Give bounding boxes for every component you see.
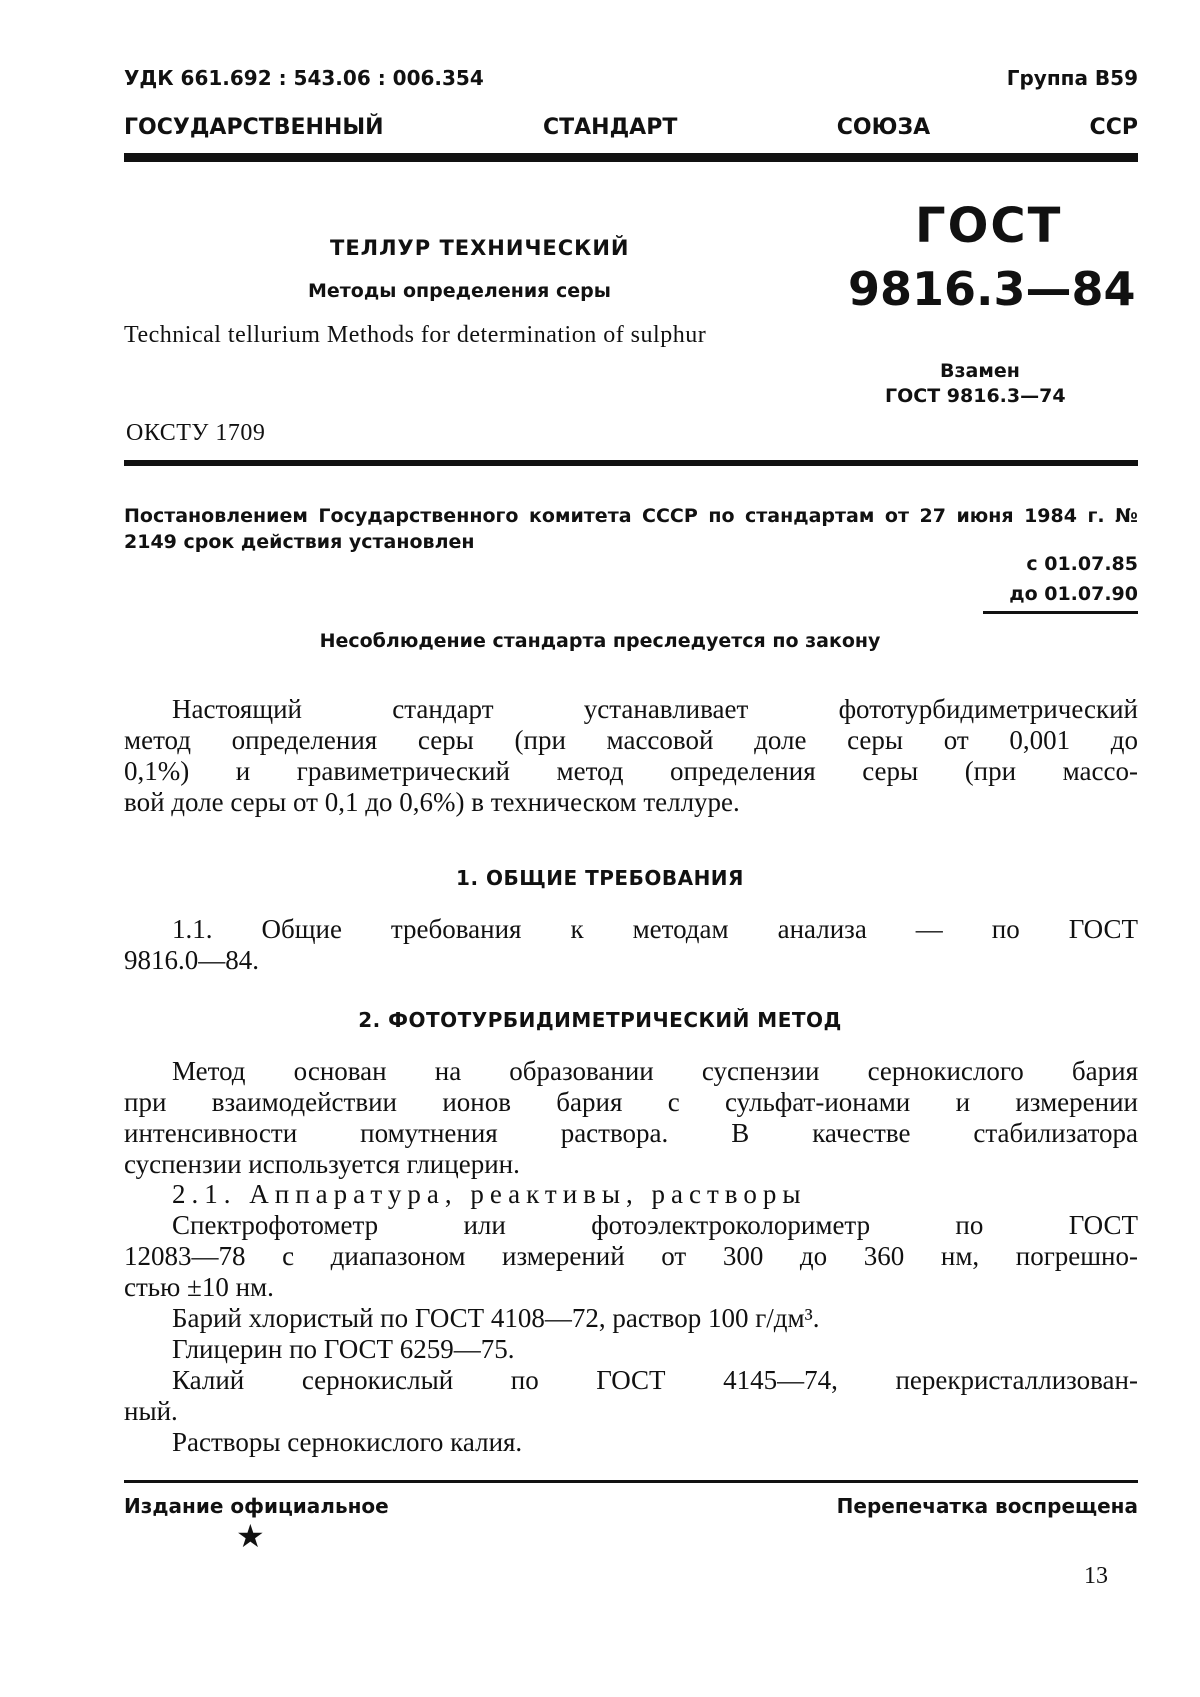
page-number: 13 xyxy=(1084,1563,1108,1589)
banner-word-4: ССР xyxy=(1089,115,1138,140)
section-1-heading: 1. ОБЩИЕ ТРЕБОВАНИЯ xyxy=(456,866,744,890)
star-icon: ★ xyxy=(236,1518,265,1554)
reprint-notice: Перепечатка воспрещена xyxy=(836,1494,1138,1518)
text-line: 12083—78 с диапазоном измерений от 300 до 360 нм, погрешно- xyxy=(124,1241,1138,1271)
text-line: 1.1. Общие требования к методам анализа — по ГОСТ xyxy=(172,914,1138,944)
text-line: 0,1%) и гравиметрический метод определения серы (при массо- xyxy=(124,756,1138,786)
text-line: Калий сернокислый по ГОСТ 4145—74, перекристаллизован- xyxy=(172,1365,1138,1395)
okstu-code: ОКСТУ 1709 xyxy=(126,420,266,446)
text-line: Глицерин по ГОСТ 6259—75. xyxy=(172,1334,515,1364)
section-2-heading: 2. ФОТОТУРБИДИМЕТРИЧЕСКИЙ МЕТОД xyxy=(358,1008,842,1032)
text-line: Барий хлористый по ГОСТ 4108—72, раствор 100 г/дм³. xyxy=(172,1303,820,1333)
intro-paragraph xyxy=(124,694,1138,818)
section-2-body xyxy=(124,1056,1138,1180)
replaces-value: ГОСТ 9816.3—74 xyxy=(885,385,1066,407)
law-notice: Несоблюдение стандарта преследуется по закону xyxy=(319,630,881,652)
text-line: стью ±10 нм. xyxy=(124,1272,274,1302)
text-line: ный. xyxy=(124,1396,178,1426)
replaces-label: Взамен xyxy=(940,360,1020,382)
text-line: 9816.0—84. xyxy=(124,945,259,975)
date-underline xyxy=(983,611,1138,614)
text-line: Спектрофотометр или фотоэлектроколориметр по ГОСТ xyxy=(172,1210,1138,1240)
text-line: суспензии используется глицерин. xyxy=(124,1149,520,1179)
bottom-rule xyxy=(124,1480,1138,1483)
text-line: при взаимодействии ионов бария с сульфат-ионами и измерении xyxy=(124,1087,1138,1117)
banner-word-1: ГОСУДАРСТВЕННЫЙ xyxy=(124,115,384,140)
decree-text: Постановлением Государственного комитета СССР по стандартам от 27 июня 1984 г. № 2149 срок действия установлен xyxy=(124,505,1138,553)
gost-label: ГОСТ xyxy=(915,198,1063,254)
text-line: вой доле серы от 0,1 до 0,6%) в техническом теллуре. xyxy=(124,787,740,817)
gost-number: 9816.3—84 xyxy=(848,262,1136,316)
subsection-2-1-heading: 2.1. Аппаратура, реактивы, растворы xyxy=(172,1179,807,1209)
text-line: метод определения серы (при массовой доле серы от 0,001 до xyxy=(124,725,1138,755)
section-1-body xyxy=(124,914,1138,976)
title-ru: ТЕЛЛУР ТЕХНИЧЕСКИЙ xyxy=(330,236,630,260)
effective-to-date: до 01.07.90 xyxy=(1009,583,1138,605)
text-line: Растворы сернокислого калия. xyxy=(172,1427,523,1457)
title-ru-sub: Методы определения серы xyxy=(308,280,611,302)
middle-rule xyxy=(124,460,1138,466)
effective-from-date: с 01.07.85 xyxy=(1026,553,1138,575)
text-line: Метод основан на образовании суспензии сернокислого бария xyxy=(172,1056,1138,1086)
banner-word-2: СТАНДАРТ xyxy=(543,115,678,140)
state-standard-banner xyxy=(124,115,1138,140)
udk-code: УДК 661.692 : 543.06 : 006.354 xyxy=(124,66,484,90)
title-en: Technical tellurium Methods for determination of sulphur xyxy=(124,322,707,348)
edition-label: Издание официальное xyxy=(124,1494,389,1518)
text-line: Настоящий стандарт устанавливает фототурбидиметрический xyxy=(172,694,1138,724)
banner-word-3: СОЮЗА xyxy=(836,115,931,140)
text-line: интенсивности помутнения раствора. В качестве стабилизатора xyxy=(124,1118,1138,1148)
subsection-2-1-body xyxy=(124,1210,1138,1458)
top-rule xyxy=(124,153,1138,162)
group-code: Группа В59 xyxy=(1006,66,1138,90)
